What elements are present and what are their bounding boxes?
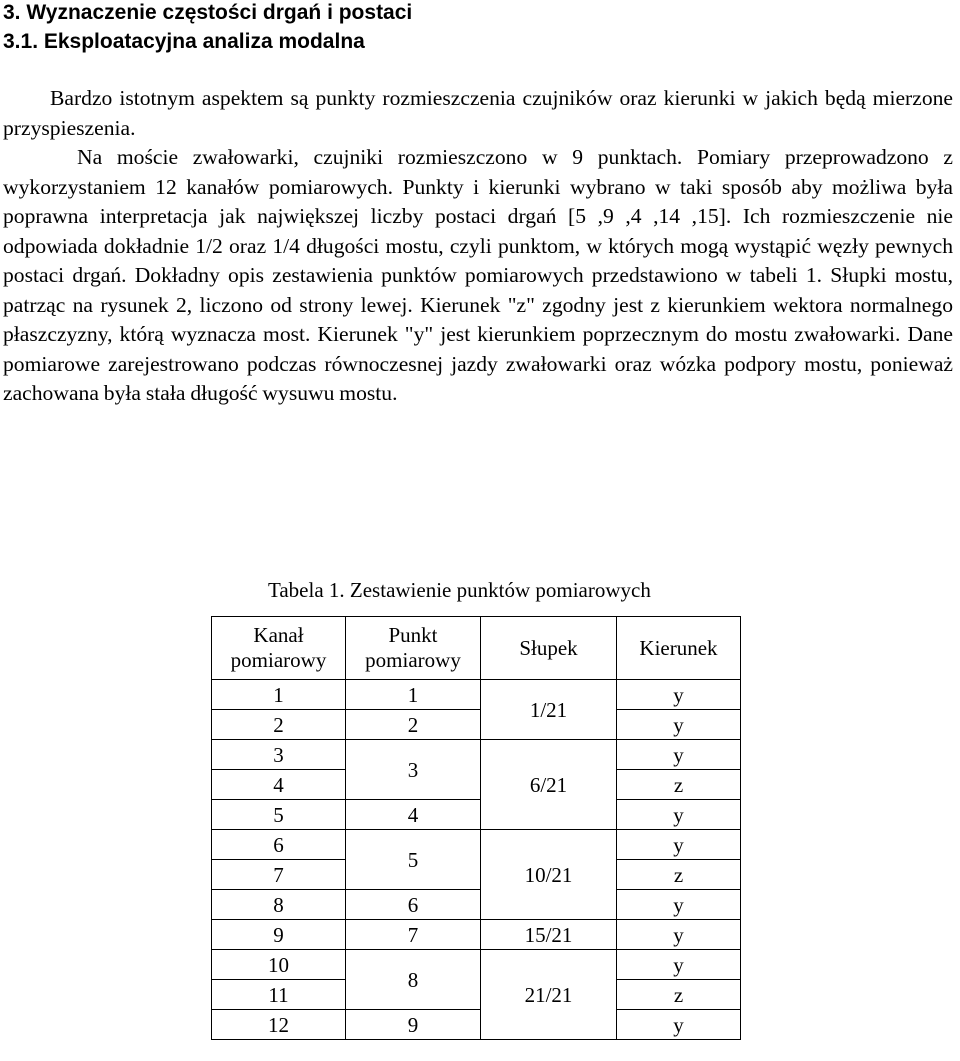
punkt-cell: 9	[346, 1010, 481, 1040]
table-row	[212, 890, 741, 920]
header-punkt: Punkt pomiarowy	[346, 617, 481, 680]
paragraph-intro: Bardzo istotnym aspektem są punkty rozmieszczenia czujników oraz kierunki w jakich będą mierzone przyspieszenia.	[3, 86, 953, 140]
kierunek-cell: y	[617, 920, 741, 950]
punkt-cell: 3	[346, 740, 481, 800]
kanal-cell: 2	[212, 710, 346, 740]
kierunek-cell: y	[617, 830, 741, 860]
punkt-cell: 4	[346, 800, 481, 830]
kanal-cell: 12	[212, 1010, 346, 1040]
kanal-cell: 1	[212, 680, 346, 710]
kierunek-cell: y	[617, 680, 741, 710]
punkt-cell: 1	[346, 680, 481, 710]
kanal-cell: 7	[212, 860, 346, 890]
kierunek-cell: z	[617, 980, 741, 1010]
punkt-cell: 7	[346, 920, 481, 950]
measurement-points-table	[211, 616, 741, 1040]
kierunek-cell: y	[617, 740, 741, 770]
punkt-cell: 2	[346, 710, 481, 740]
kierunek-cell: y	[617, 1010, 741, 1040]
header-kanal: Kanał pomiarowy	[212, 617, 346, 680]
subsection-heading: 3.1. Eksploatacyjna analiza modalna	[3, 30, 365, 53]
section-heading: 3. Wyznaczenie częstości drgań i postaci	[3, 1, 413, 24]
kierunek-cell: y	[617, 890, 741, 920]
table-header-row	[212, 617, 741, 680]
table-row	[212, 1010, 741, 1040]
table-row	[212, 680, 741, 710]
table-row	[212, 710, 741, 740]
slupek-cell: 15/21	[481, 920, 617, 950]
punkt-cell: 8	[346, 950, 481, 1010]
punkt-cell: 6	[346, 890, 481, 920]
table-row	[212, 830, 741, 860]
kanal-cell: 9	[212, 920, 346, 950]
table-row	[212, 740, 741, 770]
table-row	[212, 920, 741, 950]
slupek-cell: 21/21	[481, 950, 617, 1040]
kanal-cell: 6	[212, 830, 346, 860]
paragraph-body: Na moście zwałowarki, czujniki rozmieszczono w 9 punktach. Pomiary przeprowadzono z wykorzystaniem 12 kanałów pomiarowych. Punkty i kierunki wybrano w taki sposób aby możliwa była poprawna interpretacja jak największej liczby postaci drgań [5 ,9 ,4 ,14 ,15]. Ich rozmieszczenie nie odpowiada dokładnie 1/2 oraz 1/4 długości mostu, czyli punktom, w których mogą wystąpić węzły pewnych postaci drgań. Dokładny opis zestawienia punktów pomiarowych przedstawiono w tabeli 1. Słupki mostu, patrząc na rysunek 2, liczono od strony lewej. Kierunek "z" zgodny jest z kierunkiem wektora normalnego płaszczyzny, którą wyznacza most. Kierunek "y" jest kierunkiem poprzecznym do mostu zwałowarki. Dane pomiarowe zarejestrowano podczas równoczesnej jazdy zwałowarki oraz wózka podpory mostu, ponieważ zachowana była stała długość wysuwu mostu.	[3, 145, 953, 405]
header-slupek: Słupek	[481, 617, 617, 680]
kierunek-cell: y	[617, 950, 741, 980]
kierunek-cell: z	[617, 860, 741, 890]
table-row	[212, 950, 741, 980]
table-row	[212, 800, 741, 830]
table-caption: Tabela 1. Zestawienie punktów pomiarowych	[268, 578, 651, 602]
kanal-cell: 8	[212, 890, 346, 920]
kierunek-cell: y	[617, 710, 741, 740]
kanal-cell: 11	[212, 980, 346, 1010]
kanal-cell: 10	[212, 950, 346, 980]
slupek-cell: 1/21	[481, 680, 617, 740]
kanal-cell: 3	[212, 740, 346, 770]
punkt-cell: 5	[346, 830, 481, 890]
kierunek-cell: y	[617, 800, 741, 830]
kanal-cell: 4	[212, 770, 346, 800]
kierunek-cell: z	[617, 770, 741, 800]
header-kierunek: Kierunek	[617, 617, 741, 680]
slupek-cell: 10/21	[481, 830, 617, 920]
kanal-cell: 5	[212, 800, 346, 830]
slupek-cell: 6/21	[481, 740, 617, 830]
